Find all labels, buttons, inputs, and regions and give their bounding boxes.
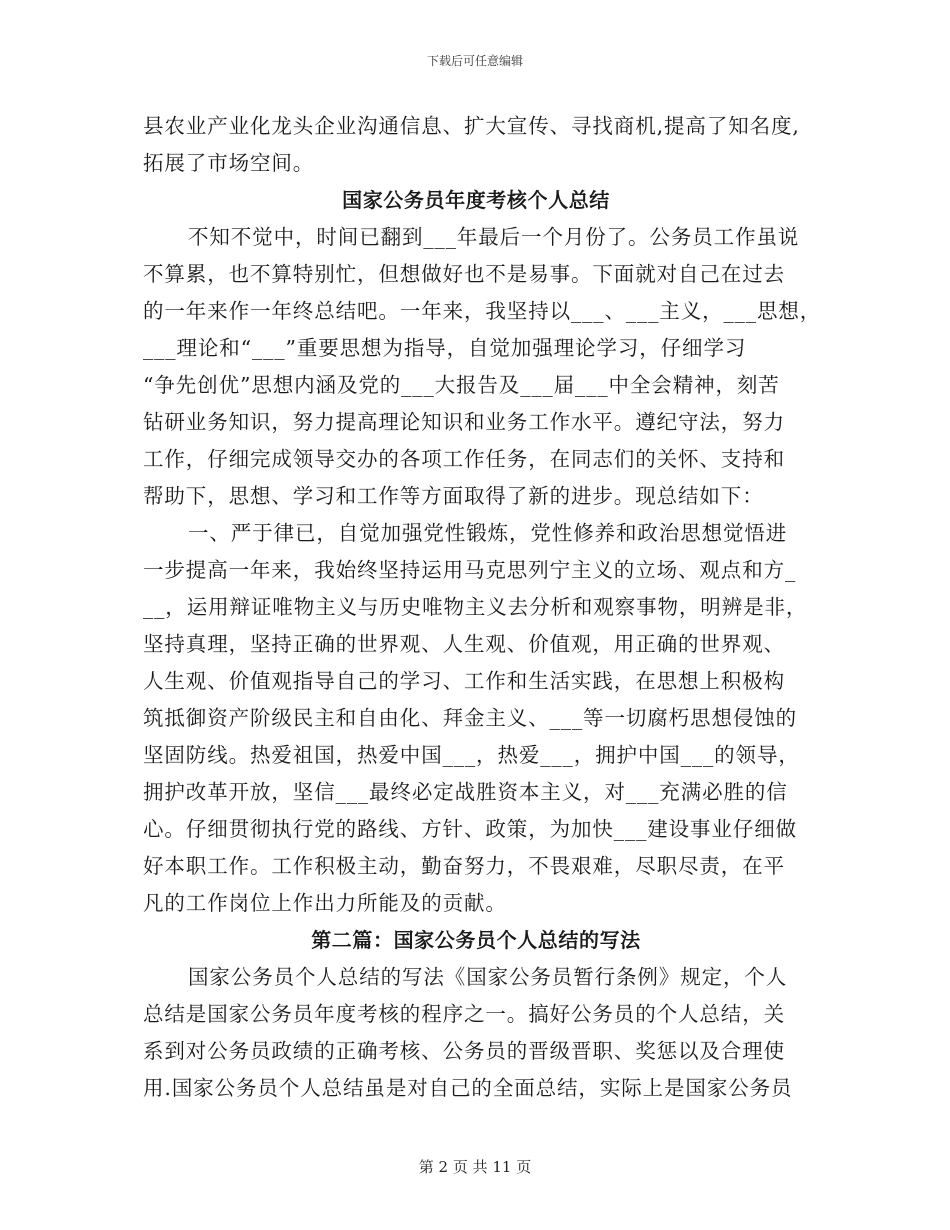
page-number: 第 2 页 共 11 页 (418, 1158, 532, 1176)
text-line: 拥护改革开放，坚信___最终必定战胜资本主义，对___充满必胜的信 (143, 780, 788, 804)
text-line: 帮助下，思想、学习和工作等方面取得了新的进步。现总结如下： (143, 484, 764, 508)
text-line: 钻研业务知识，努力提高理论知识和业务工作水平。遵纪守法，努力 (143, 410, 785, 434)
paragraph-first-line: 不知不觉中，时间已翻到___年最后一个月份了。公务员工作虽说 (188, 225, 800, 249)
text-line: __，运用辩证唯物主义与历史唯物主义去分析和观察事物，明辨是非， (143, 595, 808, 619)
text-line: 系到对公务员政绩的正确考核、公务员的晋级晋职、奖惩以及合理使 (143, 1039, 785, 1063)
text-line: 坚固防线。热爱祖国，热爱中国___，热爱___，拥护中国___的领导， (143, 743, 800, 767)
page-header-note: 下载后可任意编辑 (426, 54, 523, 68)
text-line: 用.国家公务员个人总结虽是对自己的全面总结，实际上是国家公务员 (143, 1076, 793, 1100)
text-line: “争先创优”思想内涵及党的___大报告及___届___中全会精神，刻苦 (143, 373, 780, 397)
text-line: 县农业产业化龙头企业沟通信息、扩大宣传、寻找商机,提高了知名度, (143, 114, 800, 138)
text-line: 心。仔细贯彻执行党的路线、方针、政策，为加快___建设事业仔细做 (143, 817, 798, 841)
paragraph-first-line: 国家公务员个人总结的写法《国家公务员暂行条例》规定，个人 (188, 965, 788, 989)
text-line: 筑抵御资产阶级民主和自由化、拜金主义、___等一切腐朽思想侵蚀的 (143, 706, 798, 730)
text-line: 凡的工作岗位上作出力所能及的贡献。 (143, 891, 507, 915)
text-line: 坚持真理，坚持正确的世界观、人生观、价值观，用正确的世界观、 (143, 632, 785, 656)
text-line: 不算累，也不算特别忙，但想做好也不是易事。下面就对自己在过去 (143, 262, 785, 286)
paragraph-first-line: 一、严于律已，自觉加强党性锻炼，党性修养和政治思想觉悟进 (188, 521, 788, 545)
text-line: 人生观、价值观指导自己的学习、工作和生活实践，在思想上积极构 (143, 669, 785, 693)
section-heading: 国家公务员年度考核个人总结 (342, 188, 610, 212)
text-line: 一步提高一年来，我始终坚持运用马克思列宁主义的立场、观点和方_ (143, 558, 797, 582)
text-line: 总结是国家公务员年度考核的程序之一。搞好公务员的个人总结，关 (143, 1002, 785, 1026)
text-line: 拓展了市场空间。 (143, 151, 315, 175)
text-line: 工作，仔细完成领导交办的各项工作任务，在同志们的关怀、支持和 (143, 447, 785, 471)
document-body (143, 108, 822, 1107)
text-line: 好本职工作。工作积极主动，勤奋努力，不畏艰难，尽职尽责，在平 (143, 854, 785, 878)
section-heading: 第二篇：国家公务员个人总结的写法 (311, 928, 641, 952)
text-line: 的一年来作一年终总结吧。一年来，我坚持以___、___主义，___思想， (143, 299, 822, 323)
text-line: ___理论和“___”重要思想为指导，自觉加强理论学习，仔细学习 (143, 336, 747, 360)
